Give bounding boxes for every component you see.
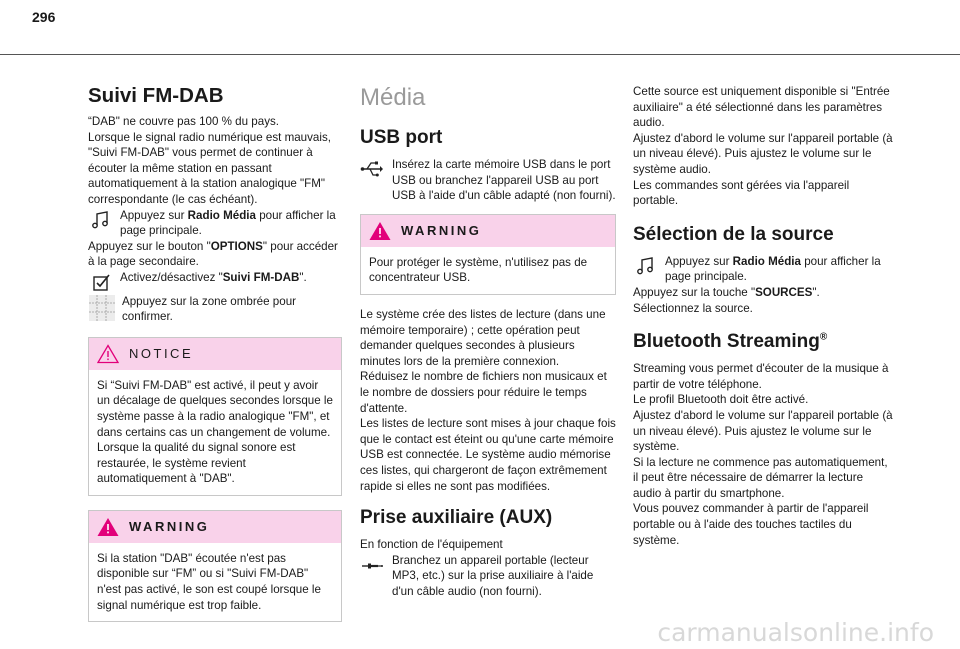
source-step-radio: Appuyez sur Radio Média pour afficher la page principale. [633,254,893,285]
top-rule [0,54,960,55]
warning-triangle-icon [97,517,119,537]
aux-instruction: Branchez un appareil portable (lecteur MP3, etc.) sur la prise auxiliaire à l'aide d'un câble audio (non fourni). [360,553,616,600]
source-step-sources: Appuyez sur la touche "SOURCES". [633,285,820,299]
warning-body: Si la station "DAB" écoutée n'est pas disponible sur “FM” ou si "Suivi FM-DAB" n'est pas activé, le son est coupé lorsque le signal numérique est trop faible. [97,551,321,612]
bluetooth-text: Streaming vous permet d'écouter de la musique à partir de votre téléphone. Le profil Bluetooth doit être activé. Ajustez d'abord le volume sur l'appareil portable (à un niveau élevé). Puis ajustez le volume sur le système. Si la lecture ne commence pas automatiquement, il peut être nécessaire de démarrer la lecture audio à partir du smartphone. Vous pouvez commander à partir de l'appareil portable ou à l'aide des touches tactiles du système. [633,362,893,547]
step-radio-media: Appuyez sur Radio Média pour afficher la page principale. [88,208,342,239]
step-confirm: Appuyez sur la zone ombrée pour confirmer. [88,294,342,325]
playlist-text: Le système crée des listes de lecture (dans une mémoire temporaire) ; cette opération peut demander quelques secondes à plusieurs minutes lors de la première connexion. Réduisez le nombre de fichiers non musicaux et le nombre de dossiers pour réduire le temps d'attente. Les listes de lecture sont mises à jour chaque fois que le contact est éteint ou qu'une carte mémoire USB est connectée. Le système audio mémorise ces listes, qui chargeront de façon extrêmement rapide si elles ne sont pas modifiées. [360,307,616,493]
usb-warning-box [360,214,616,295]
notice-header: NOTICE [89,338,341,370]
usb-warning-header: WARNING [361,215,615,247]
step-options: Appuyez sur le bouton "OPTIONS" pour accéder à la page secondaire. [88,239,338,269]
notice-body: Si “Suivi FM-DAB" est activé, il peut y avoir un décalage de quelques secondes lorsque le système passe à la radio analogique "FM", et dans certains cas un changement de volume. Lorsque la qualité du signal sonore est restaurée, le système revient automatiquement à "DAB". [97,378,333,486]
usb-icon [360,158,384,180]
title-usb-port: USB port [360,127,443,148]
column-1 [88,84,342,622]
grid-zone-icon [88,294,116,322]
title-source-selection: Sélection de la source [633,223,834,245]
music-note-icon [635,255,657,277]
intro-text: “DAB" ne couvre pas 100 % du pays. Lorsque le signal radio numérique est mauvais, "Suivi FM-DAB" vous permet de continuer à écouter la même station en passant automatiquement à la station analogique "FM" correspondante (le cas échéant). [88,115,331,206]
source-step-select: Sélectionnez la source. [633,301,753,315]
warning-triangle-icon [97,344,119,364]
aux-jack-icon [360,554,384,576]
column-3 [633,84,893,548]
column-2 [360,84,616,599]
warning-box [88,510,342,622]
title-aux: Prise auxiliaire (AUX) [360,507,553,529]
aux-intro: En fonction de l'équipement [360,538,503,552]
title-bluetooth-streaming: Bluetooth Streaming® [633,331,828,353]
aux-continued: Cette source est uniquement disponible si "Entrée auxiliaire" a été sélectionné dans les paramètres audio. Ajustez d'abord le volume sur l'appareil portable (à un niveau élevé). Puis ajustez le volume sur le système audio. Les commandes sont gérées via l'appareil portable. [633,85,893,208]
page-number: 296 [32,9,56,25]
notice-box [88,337,342,496]
title-suivi-fm-dab: Suivi FM-DAB [88,84,224,107]
watermark: carmanualsonline.info [657,618,934,648]
warning-header: WARNING [89,511,341,543]
usb-warning-body: Pour protéger le système, n'utilisez pas de concentrateur USB. [369,255,588,285]
usb-instruction: Insérez la carte mémoire USB dans le port USB ou branchez l'appareil USB au port USB à l'aide d'un câble adapté (non fourni). [360,157,616,204]
checkbox-icon [90,271,112,293]
title-media: Média [360,84,426,111]
step-toggle: Activez/désactivez "Suivi FM-DAB". [88,270,342,286]
warning-triangle-icon [369,221,391,241]
music-note-icon [90,209,112,231]
